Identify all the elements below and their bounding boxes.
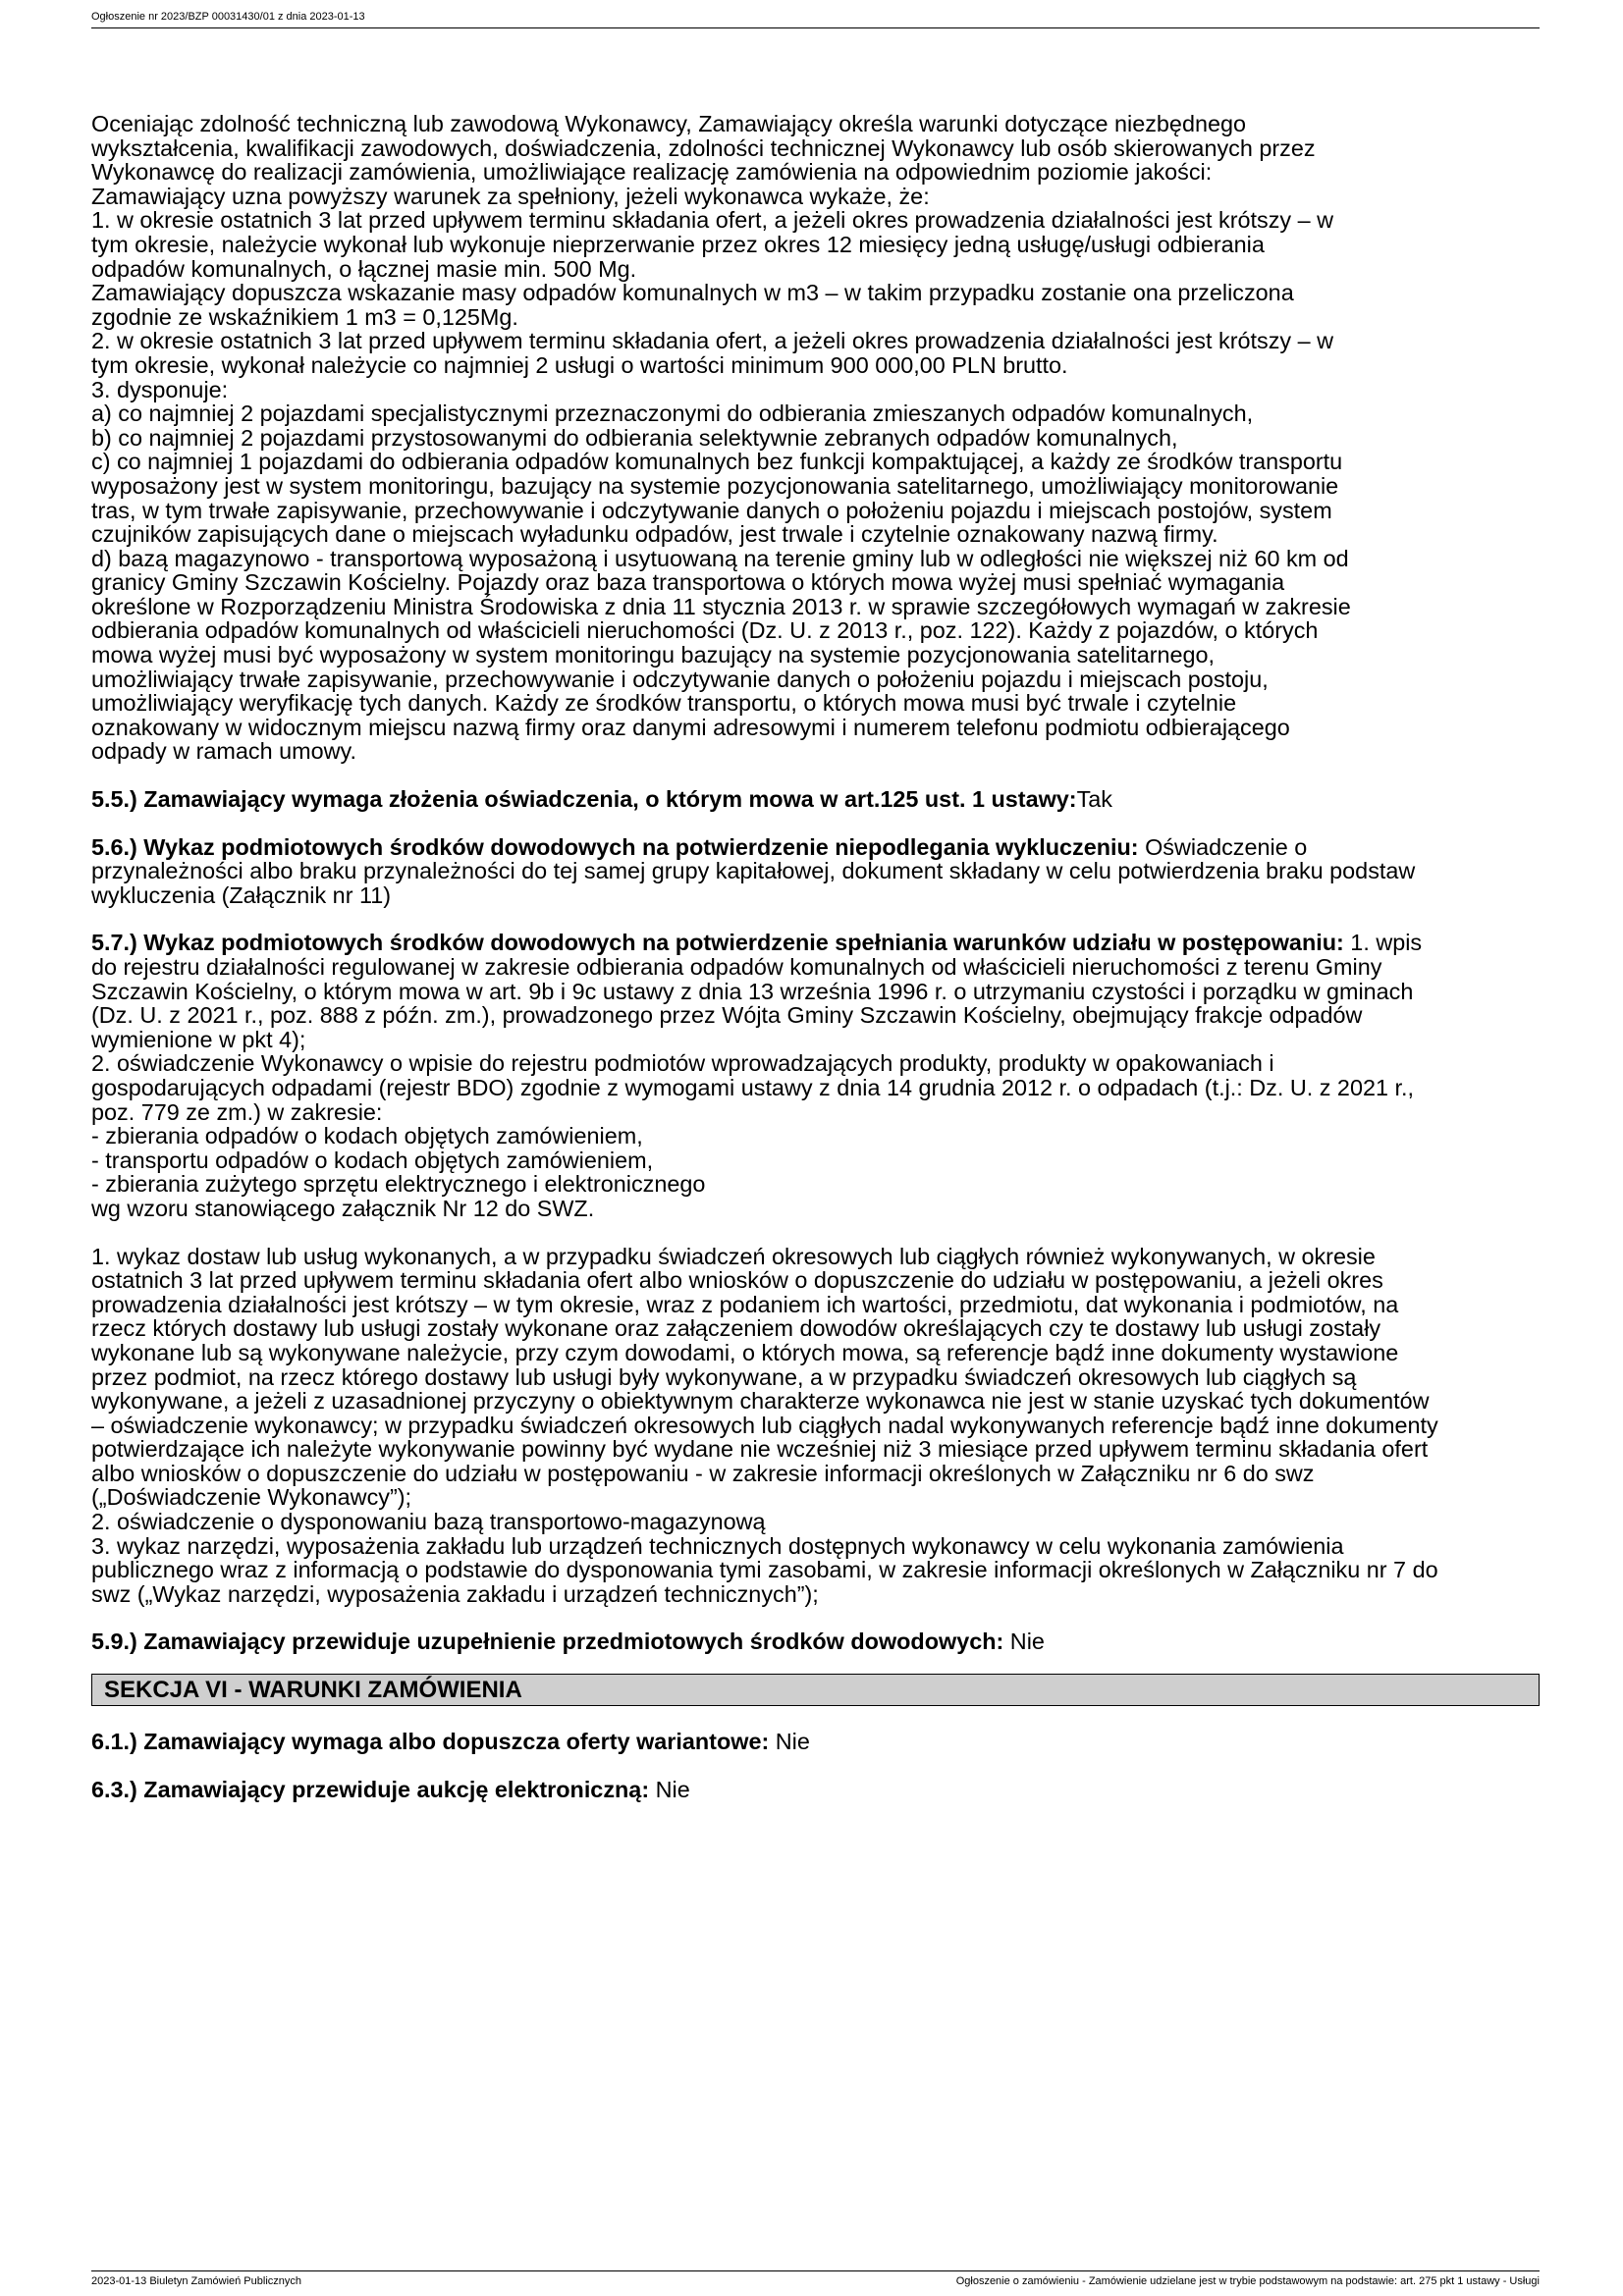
text-line: c) co najmniej 1 pojazdami do odbierania odpadów komunalnych bez funkcji kompaktującej, a każdy ze środków transportu xyxy=(91,449,1343,475)
item-6-1 xyxy=(91,1730,1540,1754)
text-line: odbierania odpadów komunalnych od właścicieli nieruchomości (Dz. U. z 2013 r., poz. 122). Każdy z pojazdów, o których xyxy=(91,617,1319,644)
item-5-7 xyxy=(91,931,1540,1606)
page-footer xyxy=(91,2270,1540,2288)
text-line: Wykonawcę do realizacji zamówienia, umożliwiające realizację zamówienia na odpowiednim poziomie jakości: xyxy=(91,159,1213,186)
text-line: 1. wykaz dostaw lub usług wykonanych, a w przypadku świadczeń okresowych lub ciągłych również wykonywanych, w okresie xyxy=(91,1243,1376,1269)
text-line: a) co najmniej 2 pojazdami specjalistycznymi przeznaczonymi do odbierania zmieszanych odpadów komunalnych, xyxy=(91,400,1254,427)
text-line: („Doświadczenie Wykonawcy”); xyxy=(91,1484,412,1511)
text-line: granicy Gminy Szczawin Kościelny. Pojazdy oraz baza transportowa o których mowa wyżej musi spełniać wymagania xyxy=(91,569,1285,596)
text-line: potwierdzające ich należyte wykonywanie powinny być wydane nie wcześniej niż 3 miesiące przed upływem terminu składania ofert xyxy=(91,1436,1429,1463)
text-line: umożliwiający trwałe zapisywanie, przechowywanie i odczytywanie danych o położeniu pojazdu i miejscach postoju, xyxy=(91,666,1269,692)
text-line: wg wzoru stanowiącego załącznik Nr 12 do SWZ. xyxy=(91,1195,595,1221)
document-body xyxy=(91,112,1540,1801)
text-line: Szczawin Kościelny, o którym mowa w art. 9b i 9c ustawy z dnia 13 września 1996 r. o utrzymaniu czystości i porządku w gminach xyxy=(91,978,1414,1004)
text-line: umożliwiający weryfikację tych danych. Każdy ze środków transportu, o których mowa musi być trwale i czytelnie xyxy=(91,690,1237,717)
text-line: (Dz. U. z 2021 r., poz. 888 z późn. zm.), prowadzonego przez Wójta Gminy Szczawin Kościelny, obejmujący frakcje odpadów xyxy=(91,1002,1363,1029)
intro-paragraph xyxy=(91,112,1540,764)
text-line: mowa wyżej musi być wyposażony w system monitoringu bazujący na systemie pozycjonowania satelitarnego, xyxy=(91,642,1216,668)
text-line: gospodarujących odpadami (rejestr BDO) zgodnie z wymogami ustawy z dnia 14 grudnia 2012 r. o odpadach (t.j.: Dz. U. z 2021 r., xyxy=(91,1074,1414,1100)
text-line: tras, w tym trwałe zapisywanie, przechowywanie i odczytywanie danych o położeniu pojazdu i miejscach postojów, system xyxy=(91,497,1332,523)
text-line: wykluczenia (Załącznik nr 11) xyxy=(91,881,392,908)
footer-notice-type: Ogłoszenie o zamówieniu - Zamówienie udzielane jest w trybie podstawowym na podstawie: art. 275 pkt 1 ustawy - Usługi xyxy=(955,2275,1540,2287)
text-line: 3. dysponuje: xyxy=(91,376,229,402)
text-line: określone w Rozporządzeniu Ministra Środowiska z dnia 11 stycznia 2013 r. w sprawie szczegółowych wymagań w zakresie xyxy=(91,593,1351,619)
text-line: Zamawiający uzna powyższy warunek za spełniony, jeżeli wykonawca wykaże, że: xyxy=(91,183,930,209)
item-6-3-label: 6.3.) Zamawiający przewiduje aukcję elektroniczną: xyxy=(91,1776,650,1802)
text-line: d) bazą magazynowo - transportową wyposażoną i usytuowaną na terenie gminy lub w odległości nie większej niż 60 km od xyxy=(91,545,1349,571)
item-6-3-value: Nie xyxy=(649,1776,690,1802)
text-line: – oświadczenie wykonawcy; w przypadku świadczeń okresowych lub ciągłych nadal wykonywanych referencje bądź inne dokumenty xyxy=(91,1412,1438,1438)
text-line: wymienione w pkt 4); xyxy=(91,1026,306,1052)
text-line: zgodnie ze wskaźnikiem 1 m3 = 0,125Mg. xyxy=(91,303,518,330)
text-line: przez podmiot, na rzecz którego dostawy lub usługi były wykonywane, a w przypadku świadczeń okresowych lub ciągłych są xyxy=(91,1363,1357,1390)
text-line: czujników zapisujących dane o miejscach wyładunku odpadów, jest trwale i czytelnie oznakowany nazwą firmy. xyxy=(91,521,1218,548)
section-vi-title: SEKCJA VI - WARUNKI ZAMÓWIENIA xyxy=(104,1677,522,1704)
footer-date-source: 2023-01-13 Biuletyn Zamówień Publicznych xyxy=(91,2275,302,2287)
text-line: 2. oświadczenie o dysponowaniu bazą transportowo-magazynową xyxy=(91,1509,766,1535)
text-line: do rejestru działalności regulowanej w zakresie odbierania odpadów komunalnych od właścicieli nieruchomości z terenu Gminy xyxy=(91,954,1382,980)
text-line: wyposażony jest w system monitoringu, bazujący na systemie pozycjonowania satelitarnego, umożliwiający monitorowanie xyxy=(91,472,1339,499)
text-line: rzecz których dostawy lub usługi zostały wykonane oraz załączeniem dowodów określających czy te dostawy lub usługi zostały xyxy=(91,1315,1381,1342)
text-line: publicznego wraz z informacją o podstawie do dysponowania tymi zasobami, w zakresie informacji określonych w Załączniku nr 7 do xyxy=(91,1557,1438,1583)
item-5-7-first-line xyxy=(91,931,1540,955)
text-line: wykształcenia, kwalifikacji zawodowych, doświadczenia, zdolności technicznej Wykonawcy lub osób skierowanych przez xyxy=(91,134,1316,161)
item-5-9-value: Nie xyxy=(1003,1629,1045,1655)
item-5-7-label: 5.7.) Wykaz podmiotowych środków dowodowych na potwierdzenie spełniania warunków udziału w postępowaniu: xyxy=(91,930,1344,956)
item-5-6-first-line xyxy=(91,835,1540,860)
item-6-1-value: Nie xyxy=(769,1729,810,1755)
text-line: prowadzenia działalności jest krótszy – w tym okresie, wraz z podaniem ich wartości, przedmiotu, dat wykonania i podmiotów, na xyxy=(91,1291,1399,1317)
text-line: przynależności albo braku przynależności do tej samej grupy kapitałowej, dokument składany w celu potwierdzenia braku podstaw xyxy=(91,858,1416,884)
text-line: 1. w okresie ostatnich 3 lat przed upływem terminu składania ofert, a jeżeli okres prowadzenia działalności jest krótszy – w xyxy=(91,207,1333,234)
item-5-6 xyxy=(91,835,1540,908)
text-line: wykonane lub są wykonywane należycie, przy czym dowodami, o których mowa, są referencje bądź inne dokumenty wystawione xyxy=(91,1339,1399,1365)
text-line: tym okresie, wykonał należycie co najmniej 2 usługi o wartości minimum 900 000,00 PLN brutto. xyxy=(91,351,1068,378)
item-5-6-value: Oświadczenie o xyxy=(1138,833,1308,860)
text-line: - zbierania zużytego sprzętu elektrycznego i elektronicznego xyxy=(91,1171,706,1198)
text-line: albo wniosków o dopuszczenie do udziału w postępowaniu - w zakresie informacji określonych w Załączniku nr 6 do swz xyxy=(91,1460,1315,1486)
text-line: - transportu odpadów o kodach objętych zamówieniem, xyxy=(91,1147,654,1173)
text-line: poz. 779 ze zm.) w zakresie: xyxy=(91,1098,383,1125)
text-line: 2. oświadczenie Wykonawcy o wpisie do rejestru podmiotów wprowadzających produkty, produkty w opakowaniach i xyxy=(91,1050,1274,1077)
text-line: tym okresie, należycie wykonał lub wykonuje nieprzerwanie przez okres 12 miesięcy jedną usługę/usługi odbierania xyxy=(91,231,1265,257)
text-line: 3. wykaz narzędzi, wyposażenia zakładu lub urządzeń technicznych dostępnych wykonawcy w celu wykonania zamówienia xyxy=(91,1532,1344,1559)
text-line: ostatnich 3 lat przed upływem terminu składania ofert albo wniosków o dopuszczenie do udziału w postępowaniu, a jeżeli okres xyxy=(91,1267,1383,1294)
item-5-6-label: 5.6.) Wykaz podmiotowych środków dowodowych na potwierdzenie niepodlegania wykluczeniu: xyxy=(91,833,1139,860)
item-6-1-label: 6.1.) Zamawiający wymaga albo dopuszcza oferty wariantowe: xyxy=(91,1729,770,1755)
text-line: 2. w okresie ostatnich 3 lat przed upływem terminu składania ofert, a jeżeli okres prowadzenia działalności jest krótszy – w xyxy=(91,328,1333,354)
text-line: odpady w ramach umowy. xyxy=(91,738,356,765)
item-5-9-label: 5.9.) Zamawiający przewiduje uzupełnienie przedmiotowych środków dowodowych: xyxy=(91,1629,1004,1655)
text-line: Oceniając zdolność techniczną lub zawodową Wykonawcy, Zamawiający określa warunki dotyczące niezbędnego xyxy=(91,111,1246,136)
text-line: b) co najmniej 2 pojazdami przystosowanymi do odbierania selektywnie zebranych odpadów komunalnych, xyxy=(91,424,1178,451)
item-5-9 xyxy=(91,1629,1540,1654)
section-vi-header xyxy=(91,1674,1540,1706)
item-6-3 xyxy=(91,1778,1540,1802)
item-5-7-value: 1. wpis xyxy=(1343,930,1423,956)
text-line: Zamawiający dopuszcza wskazanie masy odpadów komunalnych w m3 – w takim przypadku zostanie ona przeliczona xyxy=(91,280,1294,306)
text-line: - zbierania odpadów o kodach objętych zamówieniem, xyxy=(91,1123,643,1149)
item-5-5-label: 5.5.) Zamawiający wymaga złożenia oświadczenia, o którym mowa w art.125 ust. 1 ustawy: xyxy=(91,786,1077,813)
page-header xyxy=(91,10,1540,28)
item-5-5 xyxy=(91,787,1540,812)
text-line: oznakowany w widocznym miejscu nazwą firmy oraz danymi adresowymi i numerem telefonu podmiotu odbierającego xyxy=(91,714,1290,740)
text-line: wykonywane, a jeżeli z uzasadnionej przyczyny o obiektywnym charakterze wykonawca nie jest w stanie uzyskać tych dokumentów xyxy=(91,1388,1430,1415)
announcement-number: Ogłoszenie nr 2023/BZP 00031430/01 z dnia 2023-01-13 xyxy=(91,11,365,23)
text-line: odpadów komunalnych, o łącznej masie min. 500 Mg. xyxy=(91,255,637,282)
text-line: swz („Wykaz narzędzi, wyposażenia zakładu i urządzeń technicznych”); xyxy=(91,1580,819,1607)
item-5-5-value: Tak xyxy=(1076,786,1112,813)
